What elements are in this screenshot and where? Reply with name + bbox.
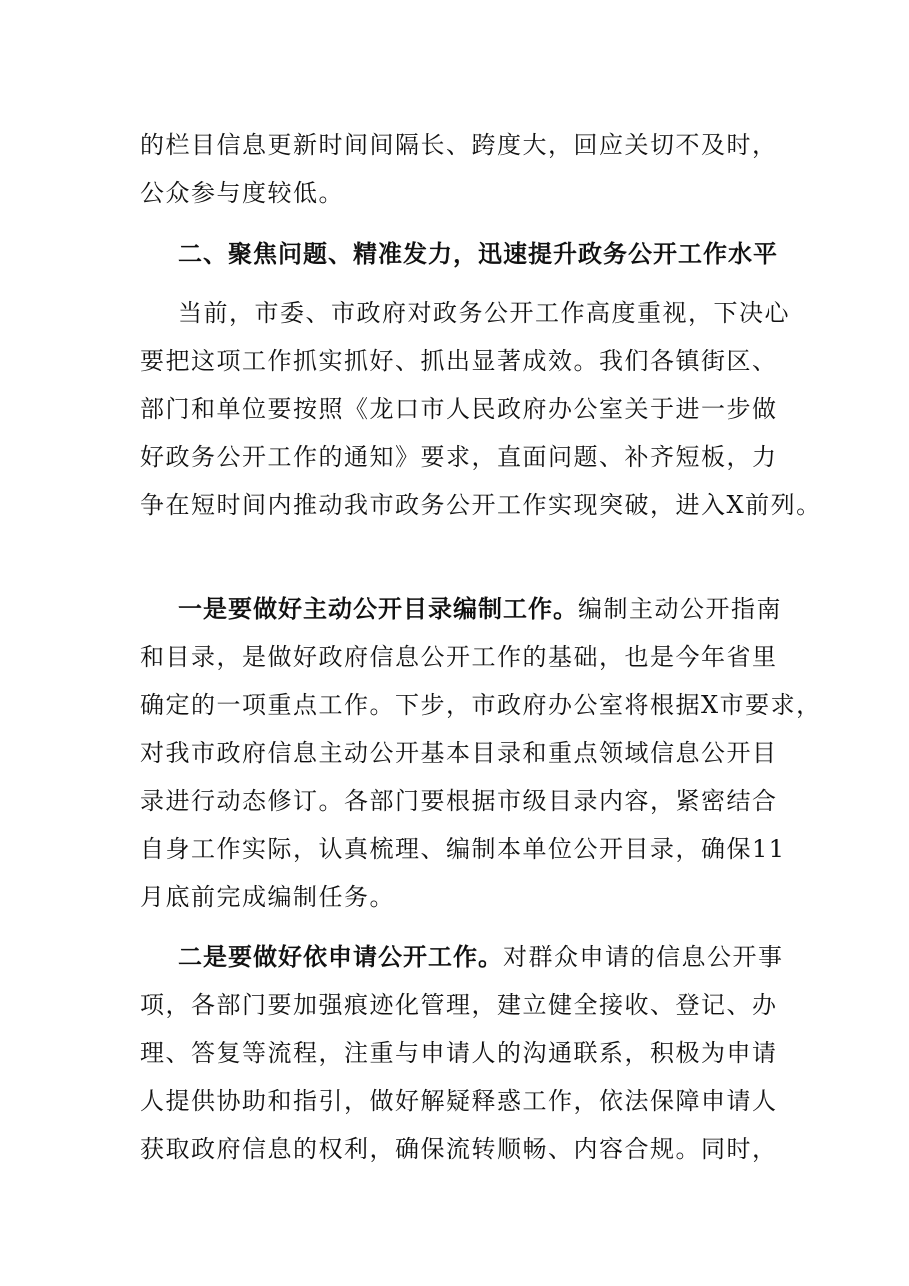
paragraph-line: 对我市政府信息主动公开基本目录和重点领域信息公开目 (140, 739, 778, 767)
paragraph-line: 获取政府信息的权利，确保流转顺畅、内容合规。同时， (140, 1135, 778, 1163)
item1-first-line (178, 594, 780, 624)
item2-first-rest: 对群众申请的信息公开事 (503, 943, 784, 971)
paragraph-line: 项，各部门要加强痕迹化管理，建立健全接收、登记、办 (140, 991, 778, 1019)
paragraph-line: 月底前完成编制任务。 (140, 883, 395, 911)
paragraph-line: 当前，市委、市政府对政务公开工作高度重视，下决心 (178, 299, 790, 327)
item1-lead: 一是要做好主动公开目录编制工作。 (178, 595, 578, 623)
paragraph-line: 理、答复等流程，注重与申请人的沟通联系，积极为申请 (140, 1039, 778, 1067)
paragraph-line: 确定的一项重点工作。下步，市政府办公室将根据X市要求， (140, 691, 822, 719)
section-heading: 二、聚焦问题、精准发力，迅速提升政务公开工作水平 (178, 240, 778, 268)
intro-line-1: 的栏目信息更新时间间隔长、跨度大，回应关切不及时， (140, 131, 778, 159)
paragraph-line: 争在短时间内推动我市政务公开工作实现突破，进入X前列。 (140, 491, 822, 519)
item2-lead: 二是要做好依申请公开工作。 (178, 943, 503, 971)
paragraph-line: 人提供协助和指引，做好解疑释惑工作，依法保障申请人 (140, 1087, 778, 1115)
paragraph-line: 好政务公开工作的通知》要求，直面问题、补齐短板，力 (140, 443, 778, 471)
paragraph-line: 录进行动态修订。各部门要根据市级目录内容，紧密结合 (140, 787, 778, 815)
intro-line-2: 公众参与度较低。 (140, 179, 344, 207)
paragraph-line: 要把这项工作抓实抓好、抓出显著成效。我们各镇街区、 (140, 347, 778, 375)
paragraph-line: 部门和单位要按照《龙口市人民政府办公室关于进一步做 (140, 395, 778, 423)
item2-first-line (178, 942, 784, 972)
paragraph-line: 自身工作实际，认真梳理、编制本单位公开目录，确保11 (140, 835, 786, 863)
paragraph-line: 和目录，是做好政府信息公开工作的基础，也是今年省里 (140, 643, 778, 671)
item1-first-rest: 编制主动公开指南 (578, 595, 782, 623)
